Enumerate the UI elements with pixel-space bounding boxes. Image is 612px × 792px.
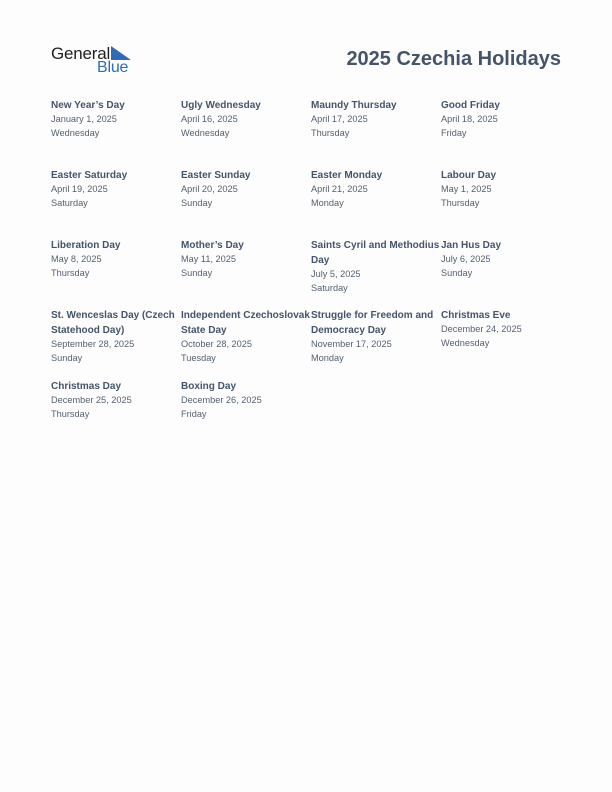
holiday-item [441, 238, 571, 308]
holiday-date: May 8, 2025 [51, 254, 102, 264]
holiday-weekday: Thursday [51, 408, 90, 419]
holiday-name: Good Friday [441, 100, 500, 111]
holiday-weekday: Wednesday [441, 337, 490, 348]
holiday-date: September 28, 2025 [51, 339, 135, 349]
holiday-date: November 17, 2025 [311, 339, 392, 349]
holiday-name: Mother’s Day [181, 240, 244, 251]
holiday-weekday: Thursday [441, 197, 480, 208]
holiday-weekday: Thursday [311, 127, 350, 138]
holiday-item [441, 98, 571, 168]
holiday-name: Easter Sunday [181, 170, 251, 181]
holiday-name: Ugly Wednesday [181, 100, 261, 111]
holiday-item [181, 379, 311, 439]
holiday-weekday: Saturday [51, 197, 88, 208]
holiday-weekday: Sunday [51, 352, 83, 363]
holiday-name: Maundy Thursday [311, 100, 397, 111]
holiday-name: Labour Day [441, 170, 497, 181]
holiday-date: May 11, 2025 [181, 254, 236, 264]
holiday-item [441, 308, 571, 379]
holiday-date: April 19, 2025 [51, 184, 108, 194]
holiday-name: Christmas Day [51, 381, 122, 392]
holiday-weekday: Sunday [441, 267, 473, 278]
holiday-name: New Year’s Day [51, 100, 125, 111]
holiday-date: December 26, 2025 [181, 395, 262, 405]
holiday-weekday: Thursday [51, 267, 90, 278]
holiday-item [51, 238, 181, 308]
holiday-weekday: Saturday [311, 282, 348, 293]
holiday-item [441, 168, 571, 238]
holiday-name: Saints Cyril and Methodius Day [311, 240, 440, 266]
holiday-name: Easter Saturday [51, 170, 128, 181]
holiday-item [311, 238, 441, 308]
holiday-name: St. Wenceslas Day (Czech Statehood Day) [51, 310, 175, 336]
holiday-date: April 16, 2025 [181, 114, 238, 124]
holiday-weekday: Friday [441, 127, 467, 138]
logo-text-general: General [51, 44, 111, 63]
holiday-date: April 17, 2025 [311, 114, 368, 124]
page-title: 2025 Czechia Holidays [346, 48, 561, 70]
holiday-date: April 21, 2025 [311, 184, 368, 194]
holiday-item [51, 308, 181, 379]
holiday-item [51, 379, 181, 439]
holiday-name: Easter Monday [311, 170, 383, 181]
holiday-item [311, 168, 441, 238]
holiday-item [51, 168, 181, 238]
holiday-name: Boxing Day [181, 381, 237, 392]
logo-text-blue: Blue [97, 59, 129, 76]
holiday-date: December 25, 2025 [51, 395, 132, 405]
holiday-weekday: Friday [181, 408, 207, 419]
holiday-name: Struggle for Freedom and Democracy Day [311, 310, 434, 336]
holiday-date: May 1, 2025 [441, 184, 492, 194]
generalblue-logo [51, 44, 141, 78]
holiday-date: October 28, 2025 [181, 339, 252, 349]
holiday-grid [51, 98, 571, 439]
holiday-item [181, 168, 311, 238]
holiday-item [51, 98, 181, 168]
holiday-weekday: Sunday [181, 267, 213, 278]
holiday-weekday: Monday [311, 197, 344, 208]
holiday-name: Independent Czechoslovak State Day [181, 310, 310, 336]
holiday-date: July 5, 2025 [311, 269, 361, 279]
holiday-weekday: Wednesday [181, 127, 230, 138]
holiday-date: July 6, 2025 [441, 254, 491, 264]
holiday-date: April 20, 2025 [181, 184, 238, 194]
holiday-name: Christmas Eve [441, 310, 511, 321]
holiday-weekday: Wednesday [51, 127, 100, 138]
holiday-date: December 24, 2025 [441, 324, 522, 334]
holiday-item [181, 238, 311, 308]
holiday-weekday: Sunday [181, 197, 213, 208]
holiday-item [311, 308, 441, 379]
holiday-name: Liberation Day [51, 240, 121, 251]
holiday-weekday: Monday [311, 352, 344, 363]
holiday-date: January 1, 2025 [51, 114, 117, 124]
holiday-item [311, 98, 441, 168]
holiday-weekday: Tuesday [181, 352, 216, 363]
holiday-item [181, 308, 311, 379]
holiday-name: Jan Hus Day [441, 240, 502, 251]
holiday-item [181, 98, 311, 168]
logo-triangle-icon [111, 46, 131, 60]
holiday-date: April 18, 2025 [441, 114, 498, 124]
